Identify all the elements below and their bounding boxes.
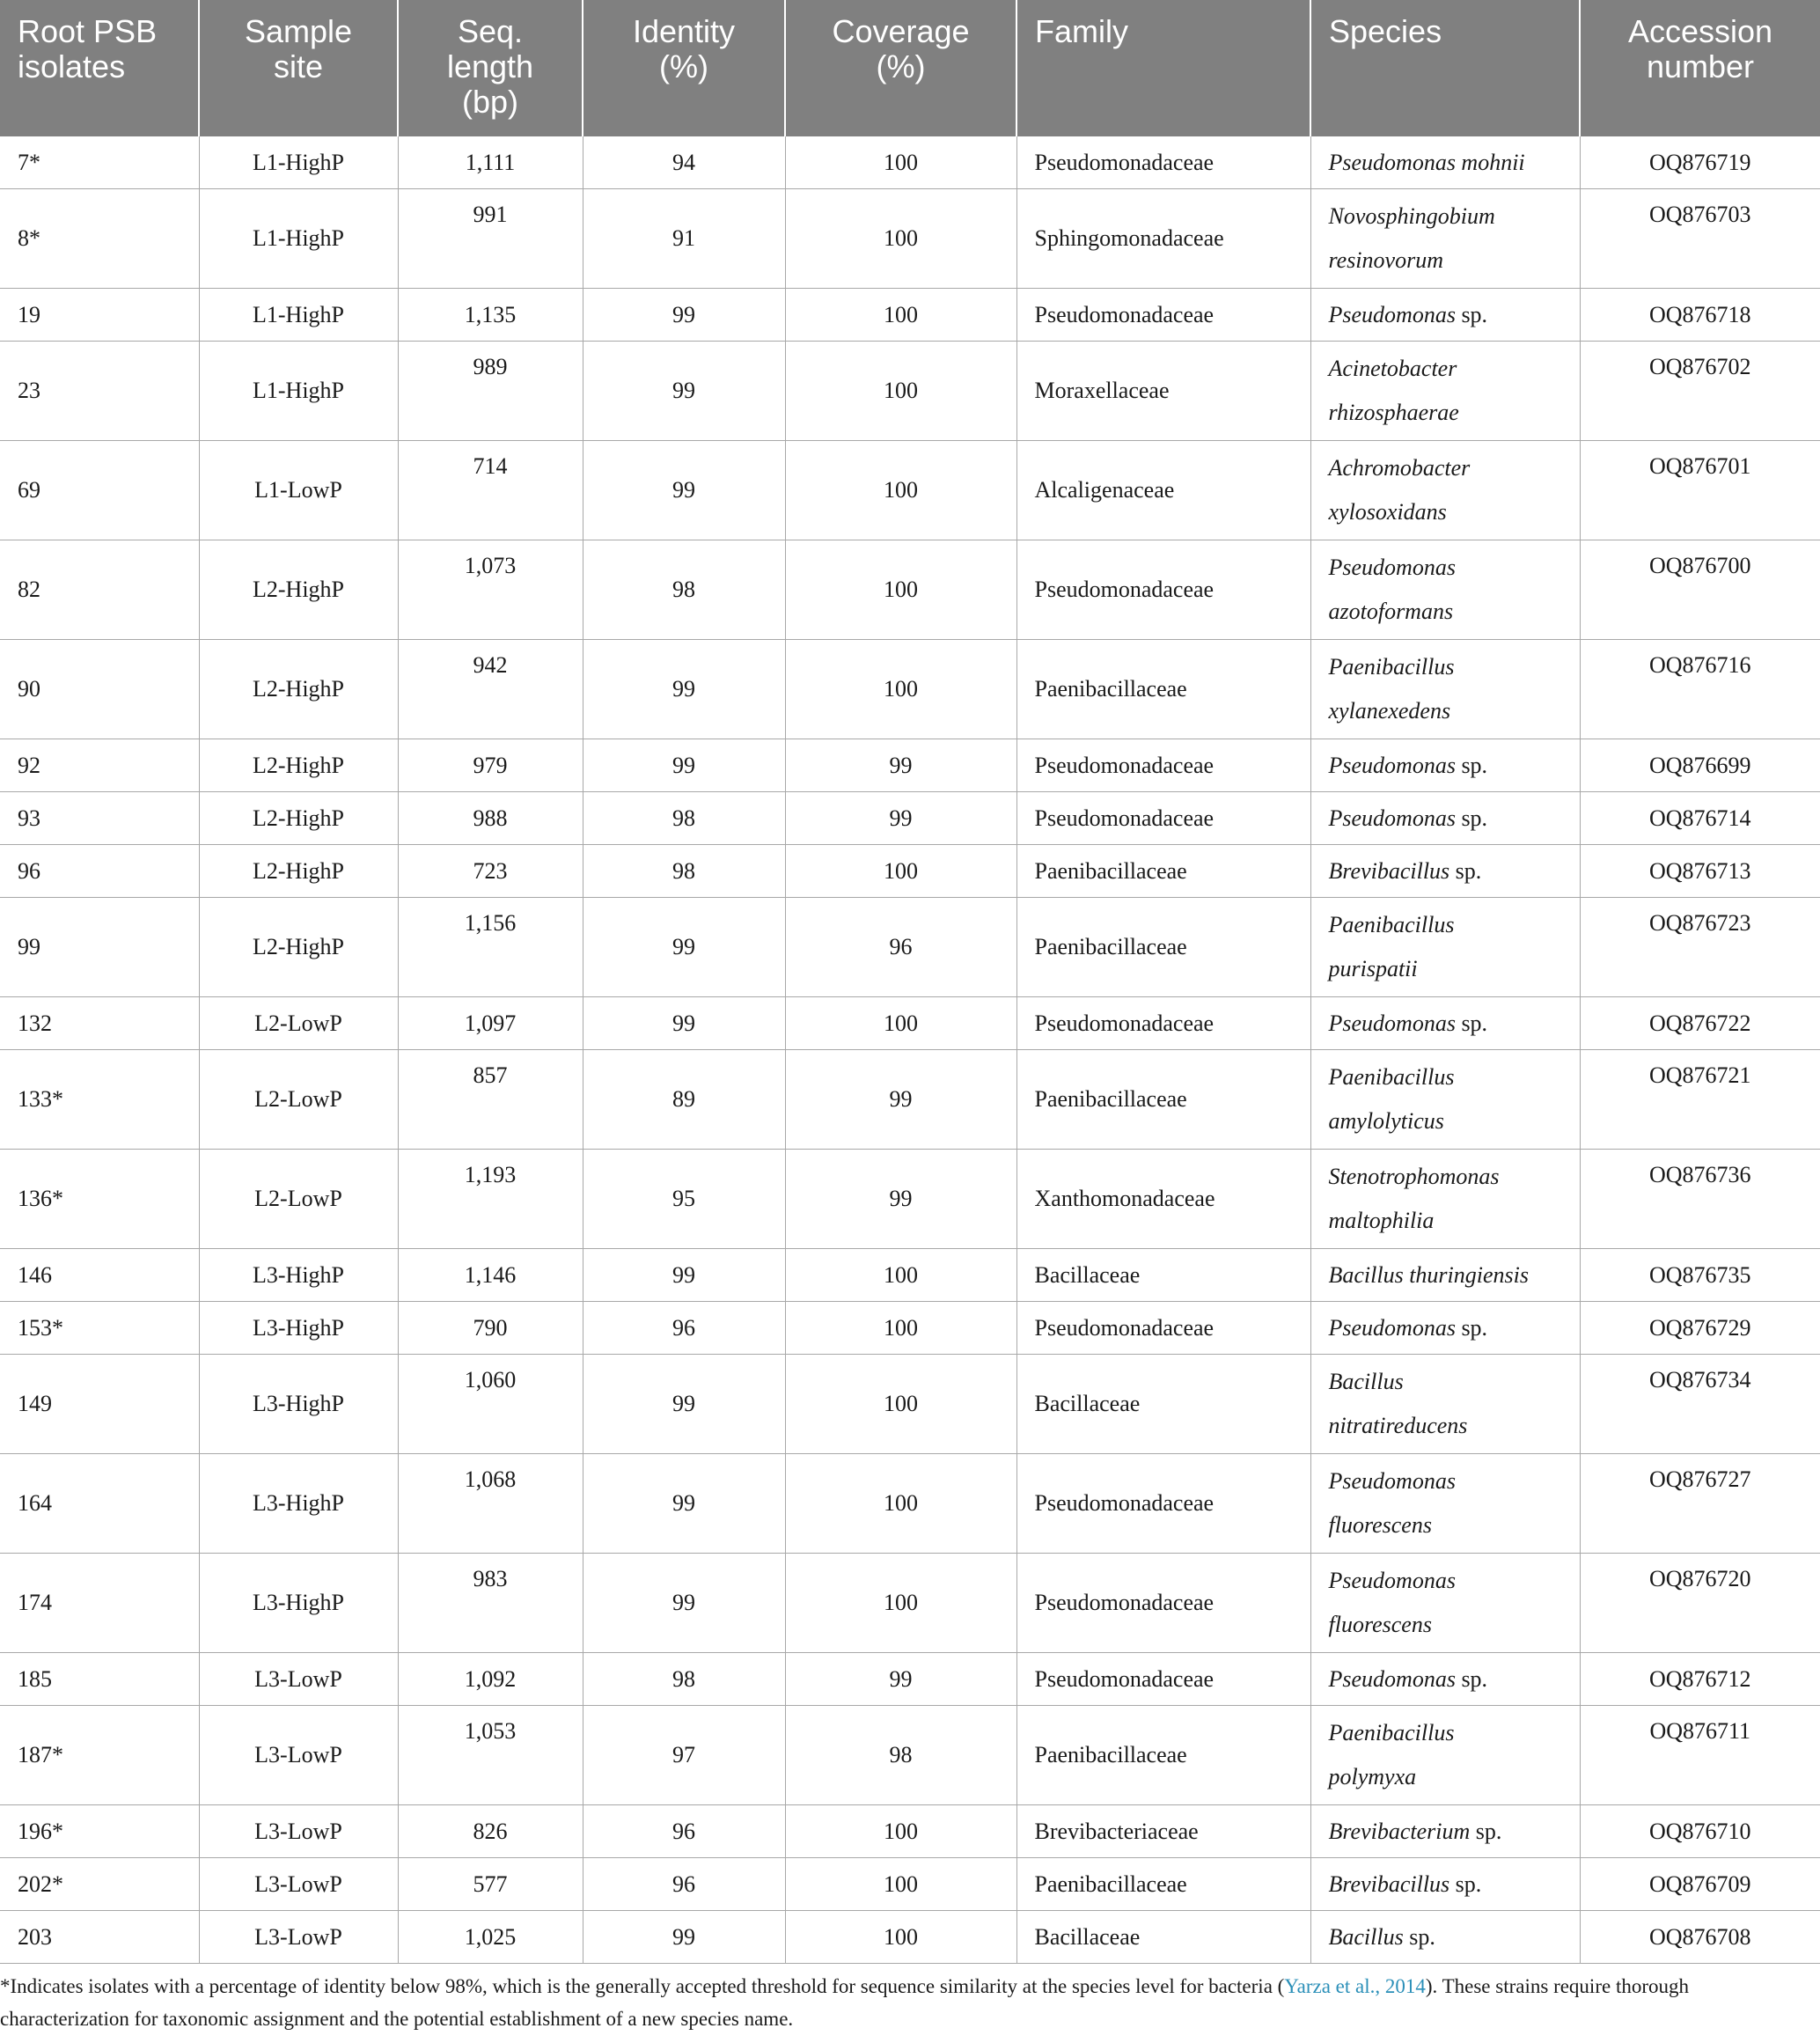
cell-family: Paenibacillaceae — [1016, 1706, 1310, 1805]
header-sample-site: Sample site — [199, 0, 398, 136]
species-epithet: polymyxa — [1328, 1764, 1417, 1789]
cell-accession: OQ876713 — [1580, 845, 1820, 898]
cell-seq-length: 983 — [398, 1554, 583, 1653]
cell-sample-site: L1-HighP — [199, 136, 398, 189]
table-row — [0, 1050, 1820, 1150]
table-row — [0, 1805, 1820, 1858]
species-epithet: fluorescens — [1328, 1512, 1432, 1538]
cell-coverage: 100 — [785, 189, 1016, 289]
cell-accession: OQ876729 — [1580, 1302, 1820, 1355]
table-row — [0, 1249, 1820, 1302]
cell-seq-length: 979 — [398, 739, 583, 792]
species-genus: Pseudomonas — [1328, 752, 1456, 778]
cell-seq-length: 1,053 — [398, 1706, 583, 1805]
cell-sample-site: L2-LowP — [199, 997, 398, 1050]
cell-isolate: 153* — [0, 1302, 199, 1355]
cell-species — [1310, 792, 1580, 845]
table-row — [0, 640, 1820, 739]
cell-isolate: 19 — [0, 289, 199, 342]
cell-sample-site: L3-LowP — [199, 1706, 398, 1805]
cell-sample-site: L1-HighP — [199, 189, 398, 289]
cell-species — [1310, 1150, 1580, 1249]
cell-species — [1310, 1355, 1580, 1454]
cell-seq-length: 1,025 — [398, 1911, 583, 1964]
species-epithet: sp. — [1455, 301, 1488, 327]
species-genus: Stenotrophomonas — [1328, 1164, 1500, 1189]
species-genus: Bacillus — [1328, 1369, 1404, 1394]
species-genus: Pseudomonas — [1328, 555, 1456, 580]
cell-seq-length: 991 — [398, 189, 583, 289]
cell-seq-length: 988 — [398, 792, 583, 845]
cell-isolate: 69 — [0, 441, 199, 540]
species-epithet: sp. — [1403, 1923, 1435, 1950]
cell-family: Bacillaceae — [1016, 1355, 1310, 1454]
cell-accession: OQ876736 — [1580, 1150, 1820, 1249]
cell-coverage: 100 — [785, 640, 1016, 739]
cell-sample-site: L2-LowP — [199, 1050, 398, 1150]
cell-sample-site: L1-HighP — [199, 289, 398, 342]
cell-seq-length: 942 — [398, 640, 583, 739]
cell-family: Paenibacillaceae — [1016, 1050, 1310, 1150]
cell-identity: 96 — [583, 1302, 785, 1355]
cell-family: Pseudomonadaceae — [1016, 136, 1310, 189]
table-row — [0, 898, 1820, 997]
cell-isolate: 92 — [0, 739, 199, 792]
cell-accession: OQ876700 — [1580, 540, 1820, 640]
cell-coverage: 100 — [785, 1911, 1016, 1964]
cell-coverage: 99 — [785, 739, 1016, 792]
cell-identity: 99 — [583, 1911, 785, 1964]
cell-sample-site: L2-HighP — [199, 540, 398, 640]
cell-family: Brevibacteriaceae — [1016, 1805, 1310, 1858]
species-genus: Paenibacillus — [1328, 1720, 1455, 1745]
cell-isolate: 96 — [0, 845, 199, 898]
species-epithet: xylosoxidans — [1328, 499, 1447, 525]
cell-coverage: 100 — [785, 342, 1016, 441]
species-epithet: maltophilia — [1328, 1208, 1435, 1233]
cell-coverage: 100 — [785, 540, 1016, 640]
cell-family: Paenibacillaceae — [1016, 1858, 1310, 1911]
cell-coverage: 98 — [785, 1706, 1016, 1805]
species-genus: Paenibacillus — [1328, 912, 1455, 937]
cell-species — [1310, 1805, 1580, 1858]
cell-coverage: 99 — [785, 792, 1016, 845]
cell-identity: 99 — [583, 1249, 785, 1302]
cell-identity: 99 — [583, 739, 785, 792]
cell-family: Pseudomonadaceae — [1016, 540, 1310, 640]
cell-sample-site: L3-HighP — [199, 1554, 398, 1653]
cell-coverage: 100 — [785, 1805, 1016, 1858]
cell-identity: 98 — [583, 540, 785, 640]
cell-sample-site: L3-HighP — [199, 1249, 398, 1302]
cell-species — [1310, 1858, 1580, 1911]
cell-species — [1310, 342, 1580, 441]
cell-identity: 94 — [583, 136, 785, 189]
cell-species — [1310, 1554, 1580, 1653]
table-row — [0, 1150, 1820, 1249]
cell-identity: 98 — [583, 1653, 785, 1706]
cell-coverage: 100 — [785, 1355, 1016, 1454]
cell-family: Pseudomonadaceae — [1016, 997, 1310, 1050]
cell-accession: OQ876702 — [1580, 342, 1820, 441]
cell-family: Paenibacillaceae — [1016, 845, 1310, 898]
cell-family: Paenibacillaceae — [1016, 640, 1310, 739]
cell-seq-length: 1,097 — [398, 997, 583, 1050]
cell-identity: 96 — [583, 1805, 785, 1858]
cell-sample-site: L3-HighP — [199, 1355, 398, 1454]
cell-species — [1310, 1706, 1580, 1805]
table-row — [0, 1653, 1820, 1706]
cell-family: Xanthomonadaceae — [1016, 1150, 1310, 1249]
cell-seq-length: 1,073 — [398, 540, 583, 640]
table-row — [0, 540, 1820, 640]
cell-family: Bacillaceae — [1016, 1911, 1310, 1964]
cell-seq-length: 723 — [398, 845, 583, 898]
cell-identity: 99 — [583, 1454, 785, 1554]
header-isolates: Root PSB isolates — [0, 0, 199, 136]
species-epithet: resinovorum — [1328, 247, 1443, 273]
cell-species — [1310, 1249, 1580, 1302]
header-species: Species — [1310, 0, 1580, 136]
cell-identity: 99 — [583, 997, 785, 1050]
species-genus: Achromobacter — [1328, 455, 1471, 481]
table-row — [0, 1858, 1820, 1911]
cell-species — [1310, 1454, 1580, 1554]
header-row — [0, 0, 1820, 136]
cell-isolate: 132 — [0, 997, 199, 1050]
species-genus: Bacillus thuringiensis — [1328, 1261, 1529, 1288]
cell-seq-length: 826 — [398, 1805, 583, 1858]
cell-seq-length: 989 — [398, 342, 583, 441]
species-epithet: sp. — [1449, 857, 1482, 884]
cell-family: Pseudomonadaceae — [1016, 1653, 1310, 1706]
species-genus: Pseudomonas — [1328, 805, 1456, 831]
cell-coverage: 100 — [785, 1554, 1016, 1653]
species-epithet: amylolyticus — [1328, 1108, 1444, 1134]
header-family: Family — [1016, 0, 1310, 136]
species-genus: Pseudomonas — [1328, 1010, 1456, 1036]
cell-coverage: 99 — [785, 1050, 1016, 1150]
cell-family: Paenibacillaceae — [1016, 898, 1310, 997]
cell-isolate: 8* — [0, 189, 199, 289]
cell-identity: 99 — [583, 342, 785, 441]
species-epithet: sp. — [1455, 805, 1488, 831]
species-genus: Brevibacterium — [1328, 1818, 1471, 1844]
header-coverage: Coverage (%) — [785, 0, 1016, 136]
cell-accession: OQ876735 — [1580, 1249, 1820, 1302]
species-genus: Brevibacillus — [1328, 857, 1450, 884]
cell-accession: OQ876723 — [1580, 898, 1820, 997]
species-genus: Pseudomonas — [1328, 1665, 1456, 1692]
header-identity: Identity (%) — [583, 0, 785, 136]
cell-sample-site: L3-LowP — [199, 1858, 398, 1911]
cell-sample-site: L3-HighP — [199, 1454, 398, 1554]
cell-species — [1310, 136, 1580, 189]
species-genus: Paenibacillus — [1328, 654, 1455, 680]
cell-identity: 98 — [583, 792, 785, 845]
table-footnote — [0, 1970, 1804, 2035]
species-genus: Pseudomonas mohnii — [1328, 149, 1525, 175]
cell-seq-length: 790 — [398, 1302, 583, 1355]
cell-coverage: 100 — [785, 997, 1016, 1050]
cell-family: Pseudomonadaceae — [1016, 1454, 1310, 1554]
cell-accession: OQ876734 — [1580, 1355, 1820, 1454]
table-row — [0, 1454, 1820, 1554]
cell-coverage: 100 — [785, 1302, 1016, 1355]
table-row — [0, 189, 1820, 289]
species-epithet: fluorescens — [1328, 1612, 1432, 1637]
cell-accession: OQ876712 — [1580, 1653, 1820, 1706]
cell-coverage: 99 — [785, 1150, 1016, 1249]
species-epithet: xylanexedens — [1328, 698, 1451, 724]
cell-sample-site: L3-LowP — [199, 1911, 398, 1964]
cell-coverage: 100 — [785, 289, 1016, 342]
cell-isolate: 146 — [0, 1249, 199, 1302]
cell-sample-site: L2-HighP — [199, 640, 398, 739]
cell-species — [1310, 441, 1580, 540]
cell-identity: 98 — [583, 845, 785, 898]
cell-seq-length: 1,135 — [398, 289, 583, 342]
cell-seq-length: 1,060 — [398, 1355, 583, 1454]
cell-species — [1310, 845, 1580, 898]
table-row — [0, 136, 1820, 189]
footnote-text-before: *Indicates isolates with a percentage of identity below 98%, which is the generally accepted threshold for sequence similarity at the species level for bacteria ( — [0, 1975, 1285, 1997]
cell-identity: 99 — [583, 1355, 785, 1454]
cell-identity: 97 — [583, 1706, 785, 1805]
cell-accession: OQ876718 — [1580, 289, 1820, 342]
cell-coverage: 99 — [785, 1653, 1016, 1706]
table-row — [0, 997, 1820, 1050]
citation-link[interactable]: Yarza et al., 2014 — [1284, 1975, 1426, 1997]
species-epithet: sp. — [1449, 1870, 1482, 1897]
cell-species — [1310, 289, 1580, 342]
cell-species — [1310, 1050, 1580, 1150]
cell-family: Moraxellaceae — [1016, 342, 1310, 441]
species-genus: Brevibacillus — [1328, 1870, 1450, 1897]
table-row — [0, 1911, 1820, 1964]
cell-identity: 99 — [583, 289, 785, 342]
species-genus: Pseudomonas — [1328, 1468, 1456, 1494]
cell-seq-length: 1,156 — [398, 898, 583, 997]
species-genus: Pseudomonas — [1328, 1314, 1456, 1341]
cell-sample-site: L2-HighP — [199, 739, 398, 792]
table-row — [0, 845, 1820, 898]
species-genus: Acinetobacter — [1328, 356, 1457, 381]
table-body — [0, 136, 1820, 1964]
cell-identity: 89 — [583, 1050, 785, 1150]
cell-isolate: 203 — [0, 1911, 199, 1964]
cell-isolate: 7* — [0, 136, 199, 189]
cell-species — [1310, 640, 1580, 739]
cell-accession: OQ876703 — [1580, 189, 1820, 289]
cell-sample-site: L3-LowP — [199, 1653, 398, 1706]
cell-coverage: 100 — [785, 1858, 1016, 1911]
cell-seq-length: 1,111 — [398, 136, 583, 189]
species-epithet: nitratireducens — [1328, 1413, 1468, 1438]
table-row — [0, 792, 1820, 845]
cell-accession: OQ876722 — [1580, 997, 1820, 1050]
cell-accession: OQ876709 — [1580, 1858, 1820, 1911]
cell-accession: OQ876714 — [1580, 792, 1820, 845]
cell-species — [1310, 739, 1580, 792]
cell-sample-site: L3-HighP — [199, 1302, 398, 1355]
cell-species — [1310, 189, 1580, 289]
cell-family: Pseudomonadaceae — [1016, 739, 1310, 792]
cell-isolate: 164 — [0, 1454, 199, 1554]
species-epithet: purispatii — [1328, 956, 1418, 981]
cell-coverage: 96 — [785, 898, 1016, 997]
cell-species — [1310, 1653, 1580, 1706]
footnote-text-after: ). These strains require thorough characterization for taxonomic assignment and the potential establishment of a new species name. — [0, 1975, 1689, 2030]
species-genus: Pseudomonas — [1328, 1568, 1456, 1593]
cell-family: Pseudomonadaceae — [1016, 289, 1310, 342]
table-row — [0, 739, 1820, 792]
species-genus: Paenibacillus — [1328, 1064, 1455, 1090]
cell-sample-site: L2-HighP — [199, 792, 398, 845]
cell-accession: OQ876708 — [1580, 1911, 1820, 1964]
table-header — [0, 0, 1820, 136]
species-epithet: sp. — [1455, 1314, 1488, 1341]
cell-seq-length: 857 — [398, 1050, 583, 1150]
cell-coverage: 100 — [785, 441, 1016, 540]
species-epithet: sp. — [1470, 1818, 1502, 1844]
cell-species — [1310, 1911, 1580, 1964]
table-row — [0, 1706, 1820, 1805]
cell-seq-length: 1,193 — [398, 1150, 583, 1249]
cell-identity: 96 — [583, 1858, 785, 1911]
table-row — [0, 342, 1820, 441]
cell-isolate: 133* — [0, 1050, 199, 1150]
cell-family: Bacillaceae — [1016, 1249, 1310, 1302]
cell-accession: OQ876716 — [1580, 640, 1820, 739]
cell-species — [1310, 540, 1580, 640]
species-epithet: sp. — [1455, 752, 1488, 778]
cell-family: Sphingomonadaceae — [1016, 189, 1310, 289]
cell-coverage: 100 — [785, 1454, 1016, 1554]
cell-accession: OQ876701 — [1580, 441, 1820, 540]
cell-family: Alcaligenaceae — [1016, 441, 1310, 540]
cell-sample-site: L1-HighP — [199, 342, 398, 441]
cell-seq-length: 714 — [398, 441, 583, 540]
cell-accession: OQ876710 — [1580, 1805, 1820, 1858]
cell-isolate: 93 — [0, 792, 199, 845]
cell-species — [1310, 1302, 1580, 1355]
cell-seq-length: 1,146 — [398, 1249, 583, 1302]
header-accession: Accession number — [1580, 0, 1820, 136]
cell-sample-site: L2-HighP — [199, 898, 398, 997]
cell-family: Pseudomonadaceae — [1016, 1302, 1310, 1355]
species-epithet: azotoformans — [1328, 599, 1454, 624]
cell-isolate: 99 — [0, 898, 199, 997]
cell-family: Pseudomonadaceae — [1016, 792, 1310, 845]
table-row — [0, 441, 1820, 540]
cell-identity: 99 — [583, 1554, 785, 1653]
cell-coverage: 100 — [785, 1249, 1016, 1302]
species-epithet: rhizosphaerae — [1328, 400, 1459, 425]
table-row — [0, 289, 1820, 342]
species-epithet: sp. — [1455, 1010, 1488, 1036]
cell-seq-length: 1,092 — [398, 1653, 583, 1706]
cell-isolate: 174 — [0, 1554, 199, 1653]
cell-isolate: 23 — [0, 342, 199, 441]
cell-isolate: 185 — [0, 1653, 199, 1706]
cell-species — [1310, 898, 1580, 997]
cell-seq-length: 577 — [398, 1858, 583, 1911]
cell-accession: OQ876720 — [1580, 1554, 1820, 1653]
cell-isolate: 82 — [0, 540, 199, 640]
cell-isolate: 90 — [0, 640, 199, 739]
cell-identity: 99 — [583, 898, 785, 997]
cell-accession: OQ876719 — [1580, 136, 1820, 189]
cell-identity: 95 — [583, 1150, 785, 1249]
cell-sample-site: L2-LowP — [199, 1150, 398, 1249]
cell-sample-site: L1-LowP — [199, 441, 398, 540]
cell-isolate: 196* — [0, 1805, 199, 1858]
cell-sample-site: L2-HighP — [199, 845, 398, 898]
table-row — [0, 1355, 1820, 1454]
species-genus: Pseudomonas — [1328, 301, 1456, 327]
cell-isolate: 202* — [0, 1858, 199, 1911]
cell-species — [1310, 997, 1580, 1050]
cell-isolate: 149 — [0, 1355, 199, 1454]
species-epithet: sp. — [1455, 1665, 1488, 1692]
cell-identity: 91 — [583, 189, 785, 289]
table-row — [0, 1554, 1820, 1653]
species-genus: Bacillus — [1328, 1923, 1404, 1950]
cell-coverage: 100 — [785, 845, 1016, 898]
cell-accession: OQ876727 — [1580, 1454, 1820, 1554]
cell-identity: 99 — [583, 441, 785, 540]
cell-isolate: 136* — [0, 1150, 199, 1249]
cell-coverage: 100 — [785, 136, 1016, 189]
cell-accession: OQ876699 — [1580, 739, 1820, 792]
cell-accession: OQ876721 — [1580, 1050, 1820, 1150]
table-row — [0, 1302, 1820, 1355]
species-genus: Novosphingobium — [1328, 203, 1495, 229]
cell-family: Pseudomonadaceae — [1016, 1554, 1310, 1653]
cell-isolate: 187* — [0, 1706, 199, 1805]
cell-sample-site: L3-LowP — [199, 1805, 398, 1858]
header-seq-length: Seq. length (bp) — [398, 0, 583, 136]
cell-identity: 99 — [583, 640, 785, 739]
cell-seq-length: 1,068 — [398, 1454, 583, 1554]
cell-accession: OQ876711 — [1580, 1706, 1820, 1805]
